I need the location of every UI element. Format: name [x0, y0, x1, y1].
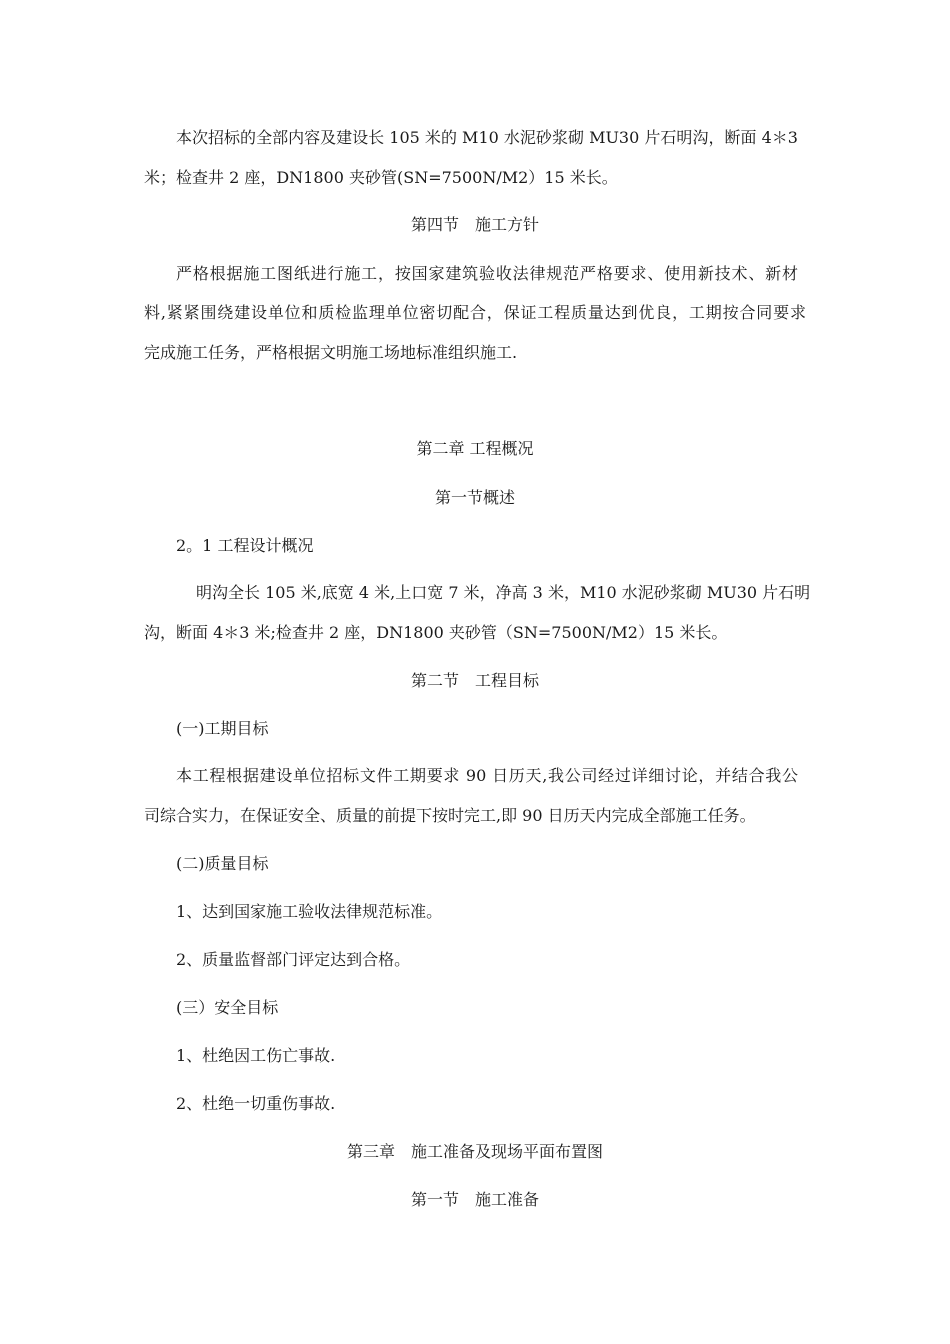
goal-quality-item-2: 2、质量监督部门评定达到合格。: [176, 950, 411, 969]
goal-quality-item-1: 1、达到国家施工验收法律规范标准。: [176, 902, 443, 921]
paragraph-scope-line-1: 本次招标的全部内容及建设长 105 米的 M10 水泥砂浆砌 MU30 片石明沟，断面 4＊3: [176, 128, 798, 147]
goal-safety-item-1: 1、杜绝因工伤亡事故.: [176, 1046, 336, 1065]
paragraph-design-line-2: 沟，断面 4＊3 米;检查井 2 座，DN1800 夹砂管（SN=7500N/M2）15 米长。: [144, 623, 728, 642]
goal-schedule-title: (一)工期目标: [176, 719, 269, 738]
chapter-heading-project-overview: 第二章 工程概况: [416, 439, 534, 458]
paragraph-schedule-line-1: 本工程根据建设单位招标文件工期要求 90 日历天,我公司经过详细讨论，并结合我公: [176, 766, 798, 785]
paragraph-schedule-line-2: 司综合实力，在保证安全、质量的前提下按时完工,即 90 日历天内完成全部施工任务。: [144, 806, 756, 825]
section-heading-summary: 第一节概述: [434, 488, 515, 507]
paragraph-design-line-1: 明沟全长 105 米,底宽 4 米,上口宽 7 米，净高 3 米，M10 水泥砂浆砌 MU30 片石明: [196, 583, 811, 602]
section-heading-project-goals: 第二节 工程目标: [410, 671, 539, 690]
goal-safety-title: (三）安全目标: [176, 998, 279, 1017]
subsection-design-overview: 2。1 工程设计概况: [176, 536, 314, 555]
paragraph-policy-line-3: 完成施工任务，严格根据文明施工场地标准组织施工.: [144, 343, 518, 362]
section-heading-construction-policy: 第四节 施工方针: [410, 215, 539, 234]
chapter-heading-construction-preparation: 第三章 施工准备及现场平面布置图: [346, 1142, 603, 1161]
goal-quality-title: (二)质量目标: [176, 854, 269, 873]
paragraph-policy-line-1: 严格根据施工图纸进行施工，按国家建筑验收法律规范严格要求、使用新技术、新材: [176, 264, 798, 283]
paragraph-scope-line-2: 米；检查井 2 座，DN1800 夹砂管(SN=7500N/M2）15 米长。: [144, 168, 618, 187]
paragraph-policy-line-2: 料,紧紧围绕建设单位和质检监理单位密切配合，保证工程质量达到优良，工期按合同要求: [144, 303, 806, 322]
section-heading-preparation: 第一节 施工准备: [410, 1190, 539, 1209]
goal-safety-item-2: 2、杜绝一切重伤事故.: [176, 1094, 336, 1113]
